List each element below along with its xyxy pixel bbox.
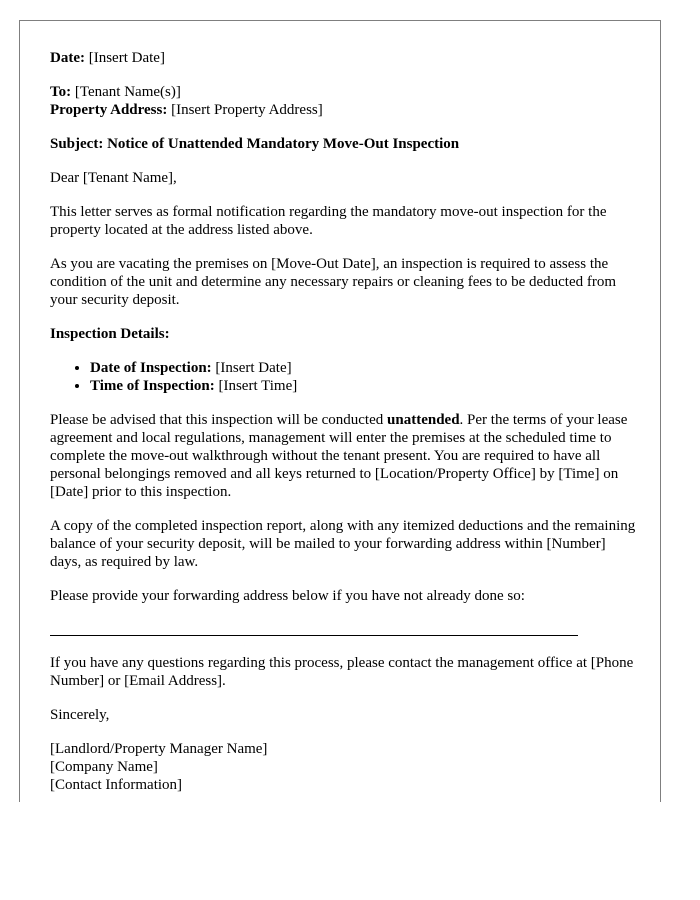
to-value: [Tenant Name(s)] [74, 84, 181, 100]
list-item-time [90, 377, 640, 395]
recipient-block [50, 83, 640, 119]
paragraph-unattended-start: Please be advised that this inspection will be conducted [50, 412, 388, 428]
subject-line [50, 135, 640, 153]
inspection-heading [50, 325, 640, 343]
paragraph-questions: If you have any questions regarding this process, please contact the management office at [Phone Number] or [Email Address]. [50, 655, 634, 689]
subject-text: Subject: Notice of Unattended Mandatory Move-Out Inspection [50, 136, 460, 152]
paragraph-report: A copy of the completed inspection report, along with any itemized deductions and the remaining balance of your security deposit, will be mailed to your forwarding address within [Number] days, as required by law. [50, 518, 636, 570]
company-name: [Company Name] [50, 759, 158, 775]
paragraph-forwarding: Please provide your forwarding address below if you have not already done so: [50, 588, 525, 604]
paragraph-vacating: As you are vacating the premises on [Move-Out Date], an inspection is required to assess the condition of the unit and determine any necessary repairs or cleaning fees to be deducted from your security deposit. [50, 256, 617, 308]
inspection-heading-text: Inspection Details: [50, 326, 170, 342]
address-line [50, 101, 640, 119]
date-value: [Insert Date] [88, 50, 165, 66]
to-line [50, 83, 640, 101]
address-value: [Insert Property Address] [171, 102, 323, 118]
list-item-date-value: [Insert Date] [215, 360, 292, 376]
paragraph-unattended [50, 411, 640, 501]
to-label: To: [50, 84, 72, 100]
letter-page [19, 20, 661, 802]
closing-sincerely: Sincerely, [50, 707, 110, 723]
list-item-date [90, 359, 640, 377]
address-label: Property Address: [50, 102, 168, 118]
list-item-date-label: Date of Inspection: [90, 360, 212, 376]
inspection-list [50, 359, 640, 395]
salutation: Dear [Tenant Name], [50, 170, 177, 186]
letter-body [50, 49, 640, 794]
forwarding-address-line [50, 635, 578, 636]
paragraph-intro: This letter serves as formal notification regarding the mandatory move-out inspection for the property located at the address listed above. [50, 204, 607, 238]
signature-block [50, 740, 640, 794]
date-label: Date: [50, 50, 85, 66]
signer-name: [Landlord/Property Manager Name] [50, 741, 268, 757]
date-line [50, 49, 640, 67]
contact-information: [Contact Information] [50, 777, 183, 793]
paragraph-unattended-end: . Per the terms of your lease agreement and local regulations, management will enter the premises at the scheduled time to complete the move-out walkthrough without the tenant present. You are required to have all personal belongings removed and all keys returned to [Location/Property Office] by [Time] on [Date] prior to this inspection. [50, 412, 628, 500]
list-item-time-label: Time of Inspection: [90, 378, 215, 394]
list-item-time-value: [Insert Time] [218, 378, 298, 394]
unattended-emphasis: unattended [387, 412, 460, 428]
